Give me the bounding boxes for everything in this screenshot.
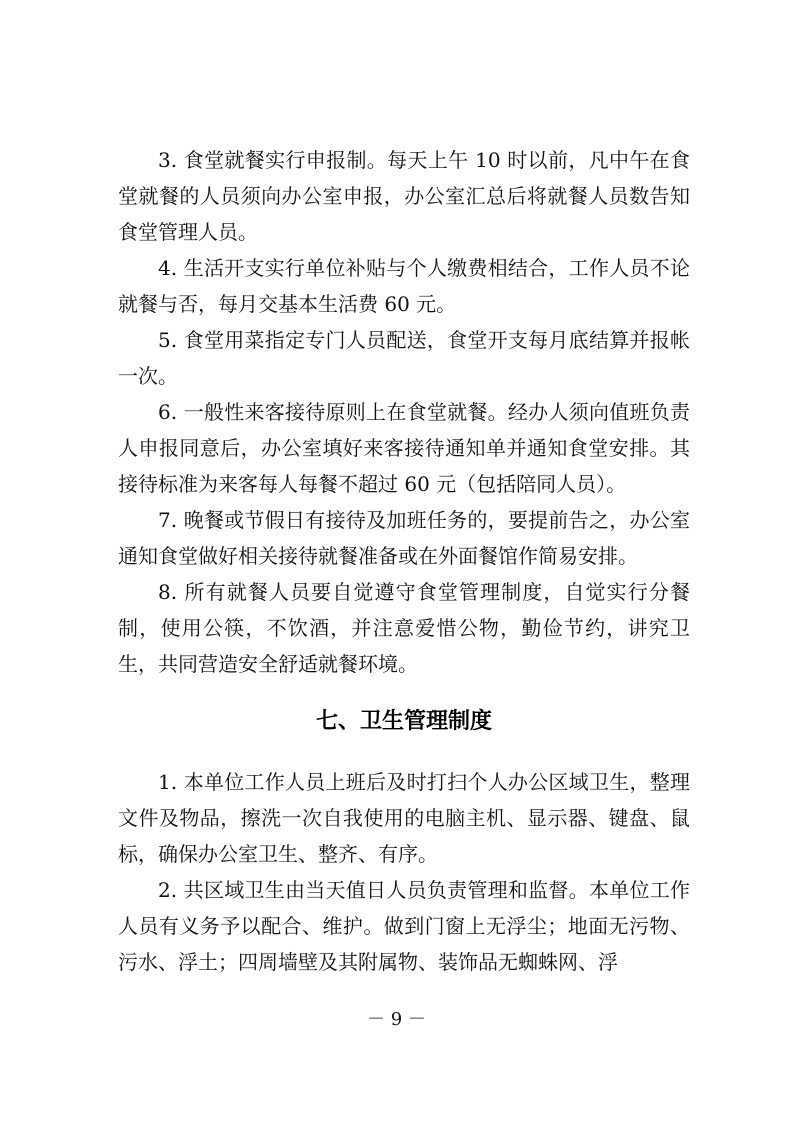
hygiene-paragraph-1: 1. 本单位工作人员上班后及时打扫个人办公区域卫生，整理文件及物品，擦洗一次自我使用的电脑主机、显示器、键盘、鼠标，确保办公室卫生、整齐、有序。: [118, 770, 690, 866]
section-heading: 七、卫生管理制度: [315, 709, 492, 734]
paragraph-6: 6. 一般性来客接待原则上在食堂就餐。经办人须向值班负责人申报同意后，办公室填好来客接待通知单并通知食堂安排。其接待标准为来客每人每餐不超过 60 元（包括陪同人员）。: [118, 400, 690, 496]
paragraph-3: 3. 食堂就餐实行申报制。每天上午 10 时以前，凡中午在食堂就餐的人员须向办公室申报，办公室汇总后将就餐人员数告知食堂管理人员。: [118, 148, 690, 244]
paragraph-4: 4. 生活开支实行单位补贴与个人缴费相结合，工作人员不论就餐与否，每月交基本生活费 60 元。: [118, 256, 690, 316]
paragraph-7: 7. 晚餐或节假日有接待及加班任务的，要提前告之，办公室通知食堂做好相关接待就餐准备或在外面餐馆作简易安排。: [118, 508, 690, 568]
paragraph-8: 8. 所有就餐人员要自觉遵守食堂管理制度，自觉实行分餐制，使用公筷，不饮酒，并注意爱惜公物，勤俭节约，讲究卫生，共同营造安全舒适就餐环境。: [118, 580, 690, 676]
document-body: [118, 142, 690, 980]
hygiene-paragraph-2: 2. 共区域卫生由当天值日人员负责管理和监督。本单位工作人员有义务予以配合、维护。做到门窗上无浮尘；地面无污物、污水、浮土；四周墙壁及其附属物、装饰品无蜘蛛网、浮: [118, 878, 690, 974]
paragraph-5: 5. 食堂用菜指定专门人员配送，食堂开支每月底结算并报帐一次。: [118, 328, 690, 388]
page-number: － 9 －: [367, 1009, 426, 1030]
